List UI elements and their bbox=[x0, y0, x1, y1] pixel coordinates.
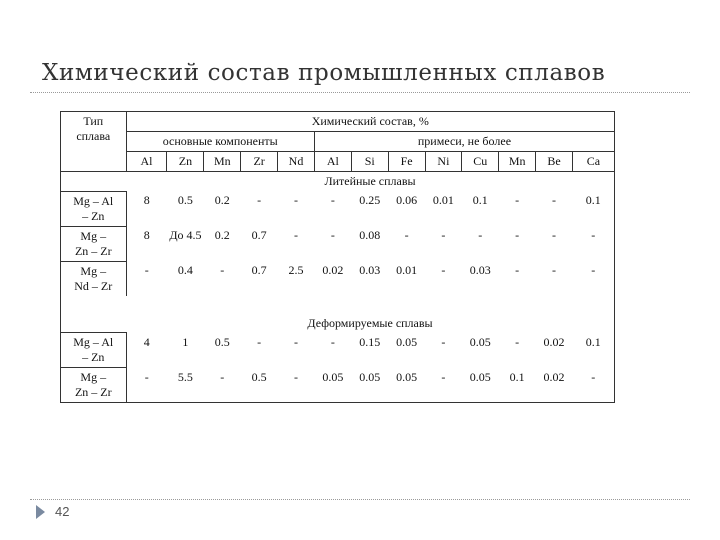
alloy-name-line: Nd – Zr bbox=[74, 278, 113, 293]
section-title-row bbox=[61, 172, 615, 192]
table-row bbox=[61, 333, 615, 368]
value-cell: 0.05 bbox=[351, 368, 388, 403]
value-cell: - bbox=[330, 193, 335, 207]
section-title-row bbox=[61, 314, 615, 333]
value-cell: - bbox=[257, 193, 262, 207]
column-header: Mn bbox=[204, 152, 241, 172]
value-cell: 0.4 bbox=[177, 263, 193, 277]
value-cell: 0.7 bbox=[251, 263, 267, 277]
header-row-1 bbox=[61, 112, 615, 132]
value-cell: - bbox=[293, 228, 298, 242]
header-row-2 bbox=[61, 132, 615, 152]
value-cell: 0.1 bbox=[572, 191, 614, 226]
alloy-type-header bbox=[61, 112, 127, 172]
value-cell: До 4.5 bbox=[169, 228, 202, 242]
alloy-name-line: Zn – Zr bbox=[74, 243, 112, 258]
alloy-type-header-line-1: Тип bbox=[83, 114, 104, 128]
value-cell: 0.25 bbox=[359, 193, 381, 207]
column-header: Mn bbox=[499, 152, 536, 172]
alloy-name-line: – Zn bbox=[82, 208, 105, 223]
alloy-name bbox=[61, 261, 127, 296]
value-cell: - bbox=[293, 334, 298, 349]
alloy-name bbox=[61, 226, 127, 261]
value-cell: - bbox=[572, 226, 614, 261]
value-cell: - bbox=[293, 193, 298, 207]
table-row bbox=[61, 261, 615, 296]
value-cell: - bbox=[441, 334, 446, 349]
value-cell: 0.03 bbox=[469, 263, 491, 277]
value-cell: 8 bbox=[143, 193, 150, 207]
alloy-name-line: Mg – Al bbox=[73, 193, 114, 208]
table-row bbox=[61, 191, 615, 226]
value-cell: - bbox=[441, 228, 446, 242]
value-cell: - bbox=[441, 263, 446, 277]
column-header: Ni bbox=[425, 152, 462, 172]
value-cell: - bbox=[257, 334, 262, 349]
value-cell: 0.5 bbox=[177, 193, 193, 207]
value-cell: 0.08 bbox=[359, 228, 381, 242]
value-cell: 1 bbox=[182, 334, 189, 349]
alloy-name-line: – Zn bbox=[82, 350, 105, 364]
value-cell: - bbox=[552, 228, 556, 242]
main-components-header: основные компоненты bbox=[126, 132, 314, 152]
value-cell: 0.01 bbox=[396, 263, 418, 277]
column-header: Cu bbox=[462, 152, 499, 172]
value-cell: 0.02 bbox=[322, 263, 344, 277]
value-cell: - bbox=[515, 334, 520, 349]
value-cell: 0.02 bbox=[536, 368, 573, 403]
value-cell: - bbox=[404, 228, 409, 242]
alloy-type-header-line-2: сплава bbox=[76, 129, 111, 143]
value-cell: 0.1 bbox=[572, 333, 614, 368]
value-cell: 0.06 bbox=[396, 193, 418, 207]
alloy-name bbox=[61, 191, 127, 226]
value-cell: - bbox=[220, 263, 225, 277]
table-row bbox=[61, 226, 615, 261]
value-cell: 0.2 bbox=[214, 193, 230, 207]
value-cell: - bbox=[144, 263, 149, 277]
value-cell: 0.05 bbox=[314, 368, 351, 403]
alloy-name-line: Mg – bbox=[80, 370, 107, 384]
value-cell: - bbox=[330, 334, 335, 349]
value-cell: 0.05 bbox=[396, 334, 418, 349]
value-cell: - bbox=[204, 368, 241, 403]
column-header: Zn bbox=[167, 152, 204, 172]
footer-divider bbox=[30, 499, 690, 500]
alloy-name-line: Mg – Al bbox=[73, 335, 114, 349]
table-body bbox=[61, 112, 615, 403]
alloy-name bbox=[61, 368, 127, 403]
alloy-name-line: Mg – bbox=[80, 228, 107, 243]
column-header: Fe bbox=[388, 152, 425, 172]
value-cell: 8 bbox=[143, 228, 150, 242]
value-cell: 0.5 bbox=[214, 334, 230, 349]
value-cell: - bbox=[330, 228, 335, 242]
value-cell: 4 bbox=[143, 334, 150, 349]
slide-title: Химический состав промышленных сплавов bbox=[42, 60, 606, 86]
column-header: Ca bbox=[572, 152, 614, 172]
value-cell: - bbox=[552, 263, 556, 277]
value-cell: 5.5 bbox=[167, 368, 204, 403]
value-cell: - bbox=[126, 368, 167, 403]
section-gap bbox=[61, 296, 615, 314]
value-cell: 0.05 bbox=[462, 368, 499, 403]
value-cell: - bbox=[572, 368, 614, 403]
value-cell: - bbox=[478, 228, 483, 242]
value-cell: 0.01 bbox=[432, 193, 454, 207]
composition-table bbox=[60, 111, 615, 403]
value-cell: - bbox=[425, 368, 462, 403]
value-cell: 0.2 bbox=[214, 228, 230, 242]
column-header: Si bbox=[351, 152, 388, 172]
column-header: Al bbox=[314, 152, 351, 172]
value-cell: - bbox=[515, 228, 520, 242]
value-cell: 0.02 bbox=[543, 334, 565, 349]
value-cell: - bbox=[515, 263, 520, 277]
value-cell: 0.03 bbox=[359, 263, 381, 277]
value-cell: 0.5 bbox=[241, 368, 278, 403]
value-cell: 2.5 bbox=[288, 263, 304, 277]
value-cell: - bbox=[572, 261, 614, 296]
impurities-header: примеси, не более bbox=[314, 132, 614, 152]
value-cell: 0.05 bbox=[469, 334, 491, 349]
value-cell: 0.15 bbox=[359, 334, 381, 349]
page-number: 42 bbox=[55, 504, 70, 519]
value-cell: 0.1 bbox=[499, 368, 536, 403]
page-marker-icon bbox=[36, 505, 45, 519]
chem-composition-header: Химический состав, % bbox=[126, 112, 614, 132]
value-cell: 0.7 bbox=[251, 228, 267, 242]
column-header: Be bbox=[536, 152, 573, 172]
value-cell: 0.1 bbox=[472, 193, 488, 207]
alloy-name bbox=[61, 333, 127, 368]
column-header: Al bbox=[126, 152, 167, 172]
alloy-name-line: Zn – Zr bbox=[74, 385, 112, 399]
section-title: Литейные сплавы bbox=[126, 172, 614, 192]
title-divider bbox=[30, 92, 690, 93]
table-row bbox=[61, 368, 615, 403]
section-title: Деформируемые сплавы bbox=[126, 314, 614, 333]
value-cell: 0.05 bbox=[388, 368, 425, 403]
column-header: Nd bbox=[278, 152, 315, 172]
value-cell: - bbox=[278, 368, 315, 403]
value-cell: - bbox=[515, 193, 520, 207]
alloy-name-line: Mg – bbox=[80, 263, 107, 278]
column-header-row bbox=[61, 152, 615, 172]
column-header: Zr bbox=[241, 152, 278, 172]
value-cell: - bbox=[552, 193, 556, 207]
